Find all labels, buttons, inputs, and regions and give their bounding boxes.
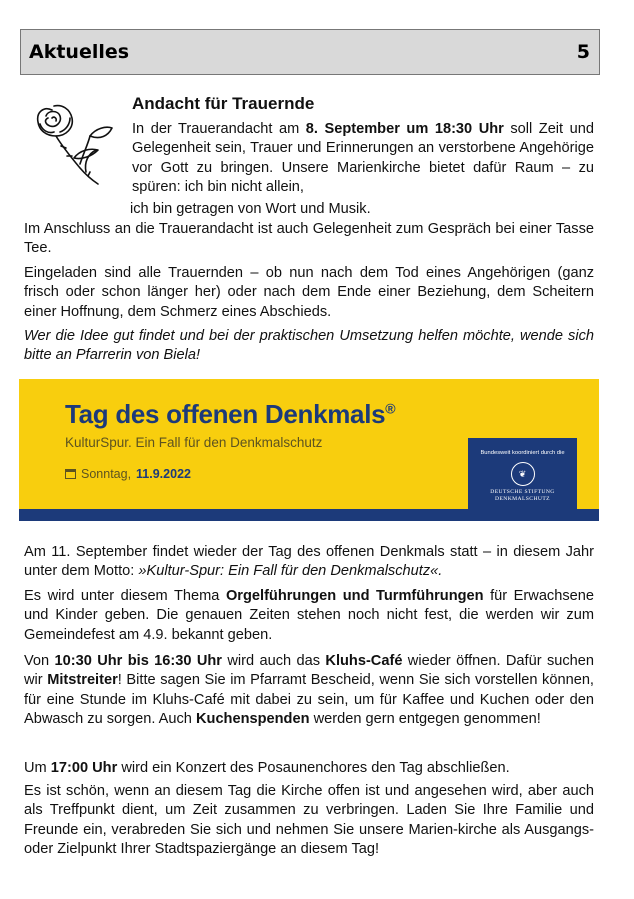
denkmal-paragraph-4: Um 17:00 Uhr wird ein Konzert des Posaunenchores den Tag abschließen. <box>24 760 510 776</box>
badge-org-line-1: DEUTSCHE STIFTUNG <box>490 489 555 495</box>
section-header <box>20 29 600 75</box>
calendar-icon <box>65 469 76 479</box>
rose-icon <box>30 96 114 188</box>
banner-date: Sonntag, 11.9.2022 <box>65 467 191 481</box>
banner-stripe <box>19 509 599 521</box>
andacht-paragraph-4: Wer die Idee gut findet und bei der praktischen Umsetzung helfen möchte, wende sich bitte an Pfarrerin von Biela! <box>24 328 594 364</box>
andacht-paragraph-1-end: ich bin getragen von Wort und Musik. <box>130 201 371 217</box>
banner-title: Tag des offenen Denkmals® <box>65 399 396 429</box>
denkmal-paragraph-2: Es wird unter diesem Thema Orgelführungen und Turmführungen für Erwachsene und Kinder geben. Die genauen Zeiten stehen noch nicht fest, die werden wir zum Gemeindefest am 4.9. bekannt geben. <box>24 588 594 643</box>
seal-icon: ❦ <box>511 462 535 486</box>
andacht-title: Andacht für Trauernde <box>132 94 315 113</box>
page-number: 5 <box>576 41 590 63</box>
denkmal-banner <box>19 379 599 521</box>
denkmal-paragraph-1: Am 11. September findet wieder der Tag des offenen Denkmals statt – in diesem Jahr unter dem Motto: »Kultur-Spur: Ein Fall für den Denkmalschutz«. <box>24 544 594 580</box>
andacht-paragraph-2: Im Anschluss an die Trauerandacht ist auch Gelegenheit zum Gespräch bei einer Tasse Tee. <box>24 221 594 257</box>
denkmal-paragraph-3: Von 10:30 Uhr bis 16:30 Uhr wird auch das Kluhs-Café wieder öffnen. Dafür suchen wir Mitstreiter! Bitte sagen Sie im Pfarramt Bescheid, wenn Sie sich vorstellen können, für eine Stunde im Kluhs-Café mit dabei zu sein, um für Kaffee und Kuchen oder den Abwasch zu sorgen. Auch Kuchenspenden werden gern entgegen genommen! <box>24 653 594 728</box>
andacht-paragraph-3: Eingeladen sind alle Trauernden – ob nun nach dem Tod eines Angehörigen (ganz frisch oder schon länger her) oder nach dem Ende einer Beziehung, dem Scheitern einer Hoffnung, dem Schmerz eines Abschieds. <box>24 265 594 320</box>
stiftung-badge <box>468 438 577 511</box>
denkmal-paragraph-5: Es ist schön, wenn an diesem Tag die Kirche offen ist und angesehen wird, aber auch als Treffpunkt dient, um Zeit zusammen zu verbringen. Laden Sie Ihre Familie und Freunde ein, verabreden Sie sich und nehmen Sie unsere Marien-kirche als Ausgangs- oder Zielpunkt Ihrer Stadtspaziergänge an diesem Tag! <box>24 783 594 858</box>
banner-subtitle: KulturSpur. Ein Fall für den Denkmalschutz <box>65 435 323 450</box>
badge-caption: Bundesweit koordiniert durch die <box>480 450 565 456</box>
badge-org-line-2: DENKMALSCHUTZ <box>495 496 550 502</box>
andacht-paragraph-1: In der Trauerandacht am 8. September um 18:30 Uhr soll Zeit und Gelegenheit sein, Trauer und Erinnerungen an verstorbene Angehörige vor Gott zu bringen. Unsere Marienkirche bietet dafür Raum – zu spüren: ich bin nicht allein, <box>132 121 594 196</box>
section-title: Aktuelles <box>29 41 130 63</box>
